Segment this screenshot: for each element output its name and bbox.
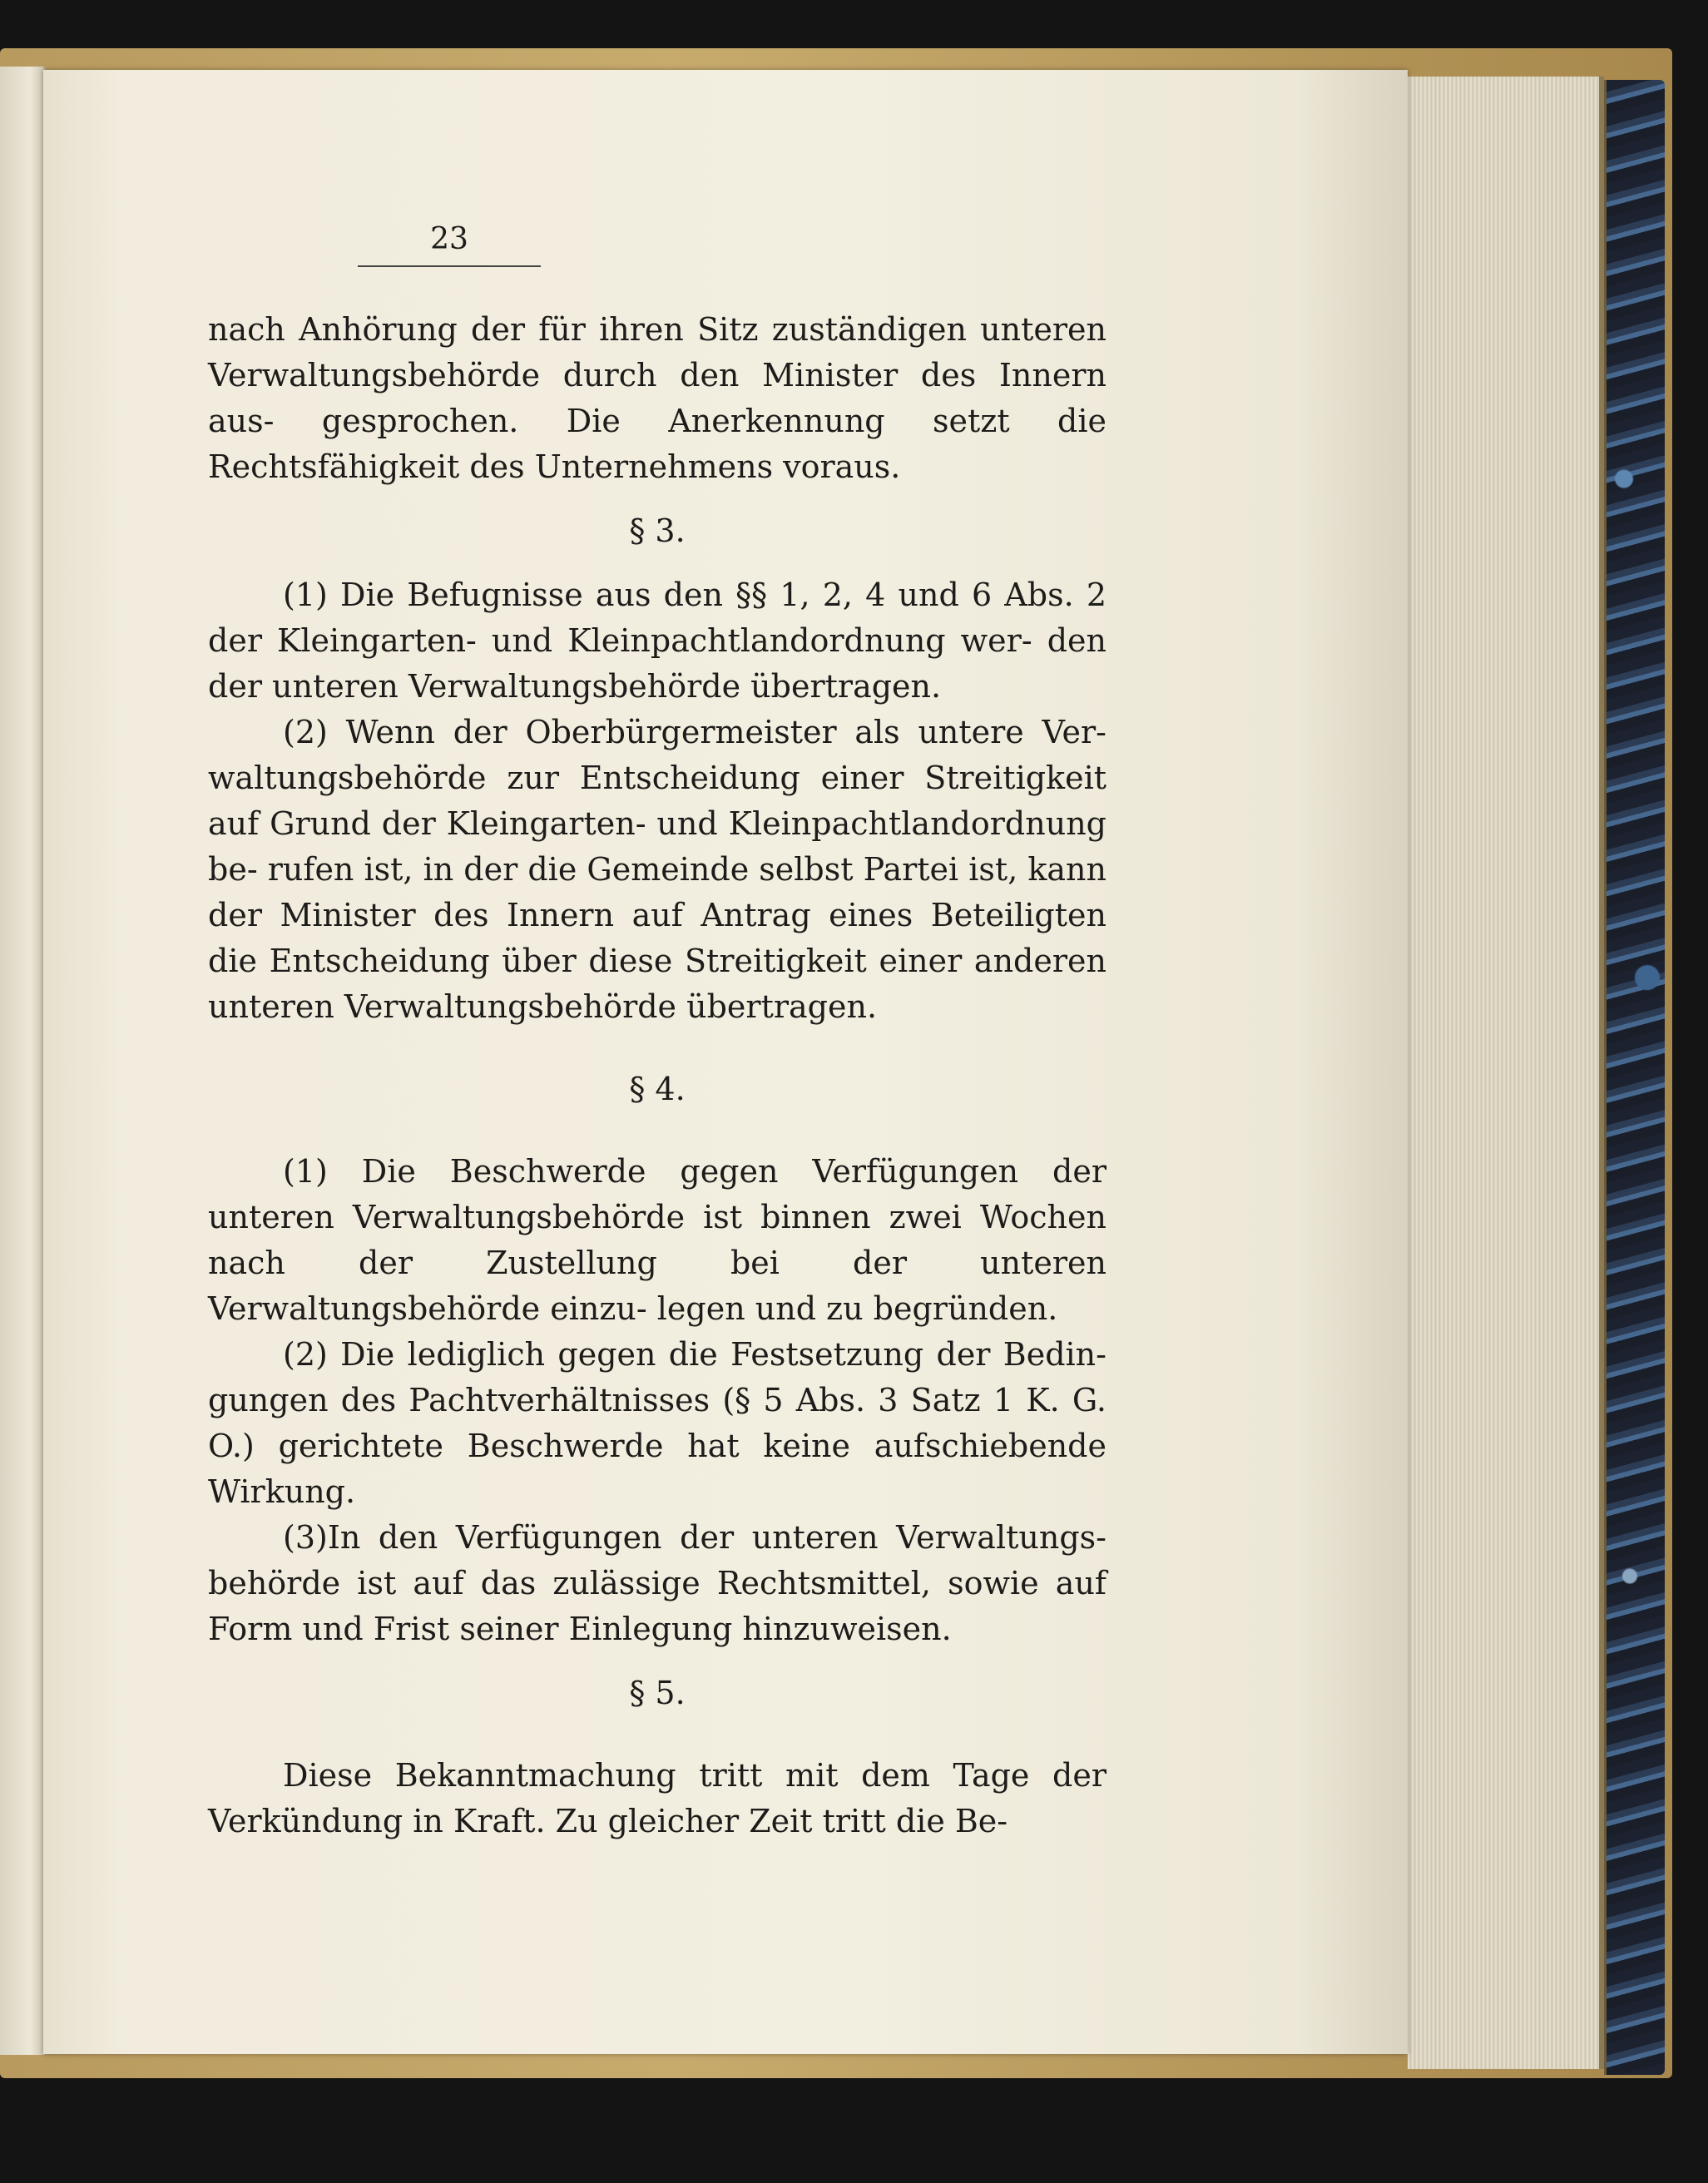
paragraph-5: Diese Bekanntmachung tritt mit dem Tage der Verkündung in Kraft. Zu gleicher Zeit tritt die Be- xyxy=(208,1757,1106,1839)
page-text xyxy=(208,216,1106,1844)
marbled-cover-board xyxy=(1604,80,1665,2075)
paragraph-3-2: (2) Wenn der Oberbürgermeister als untere Ver- waltungsbehörde zur Entscheidung einer Streitigkeit auf Grund der Kleingarten- und Kleinpachtlandordnung be- rufen ist, in der die Gemeinde selbst Partei ist, kann der Minister des Innern auf Antrag eines Beteiligten die Entscheidung über diese Streitigkeit einer anderen unteren Verwaltungsbehörde übertragen. xyxy=(208,714,1106,1025)
section-heading-5: § 5. xyxy=(629,1675,686,1711)
paragraph-4-2: (2) Die lediglich gegen die Festsetzung der Bedin- gungen des Pachtverhältnisses (§ 5 Abs. 3 Satz 1 K. G. O.) gerichtete Beschwerde hat keine aufschiebende Wirkung. xyxy=(208,1336,1106,1510)
paragraph-4-1: (1) Die Beschwerde gegen Verfügungen der unteren Verwaltungsbehörde ist binnen zwei Wochen nach der Zustellung bei der unteren Verwaltungsbehörde einzu- legen und zu begründen. xyxy=(208,1153,1106,1327)
paragraph-continuation: nach Anhörung der für ihren Sitz zuständigen unteren Verwaltungsbehörde durch den Minister des Innern aus- gesprochen. Die Anerkennung setzt die Rechtsfähigkeit des Unternehmens voraus. xyxy=(208,311,1106,485)
left-page-edge xyxy=(0,67,45,2055)
section-heading-4: § 4. xyxy=(629,1071,686,1107)
page-number: 23 xyxy=(358,216,541,267)
page-block-edge xyxy=(1408,77,1604,2069)
section-heading-3: § 3. xyxy=(629,512,686,549)
paragraph-3-1: (1) Die Befugnisse aus den §§ 1, 2, 4 und 6 Abs. 2 der Kleingarten- und Kleinpachtlandordnung wer- den der unteren Verwaltungsbehörde übertragen. xyxy=(208,577,1106,705)
paragraph-4-3: (3)In den Verfügungen der unteren Verwaltungs- behörde ist auf das zulässige Rechtsmittel, sowie auf Form und Frist seiner Einlegung hinzuweisen. xyxy=(208,1519,1106,1647)
